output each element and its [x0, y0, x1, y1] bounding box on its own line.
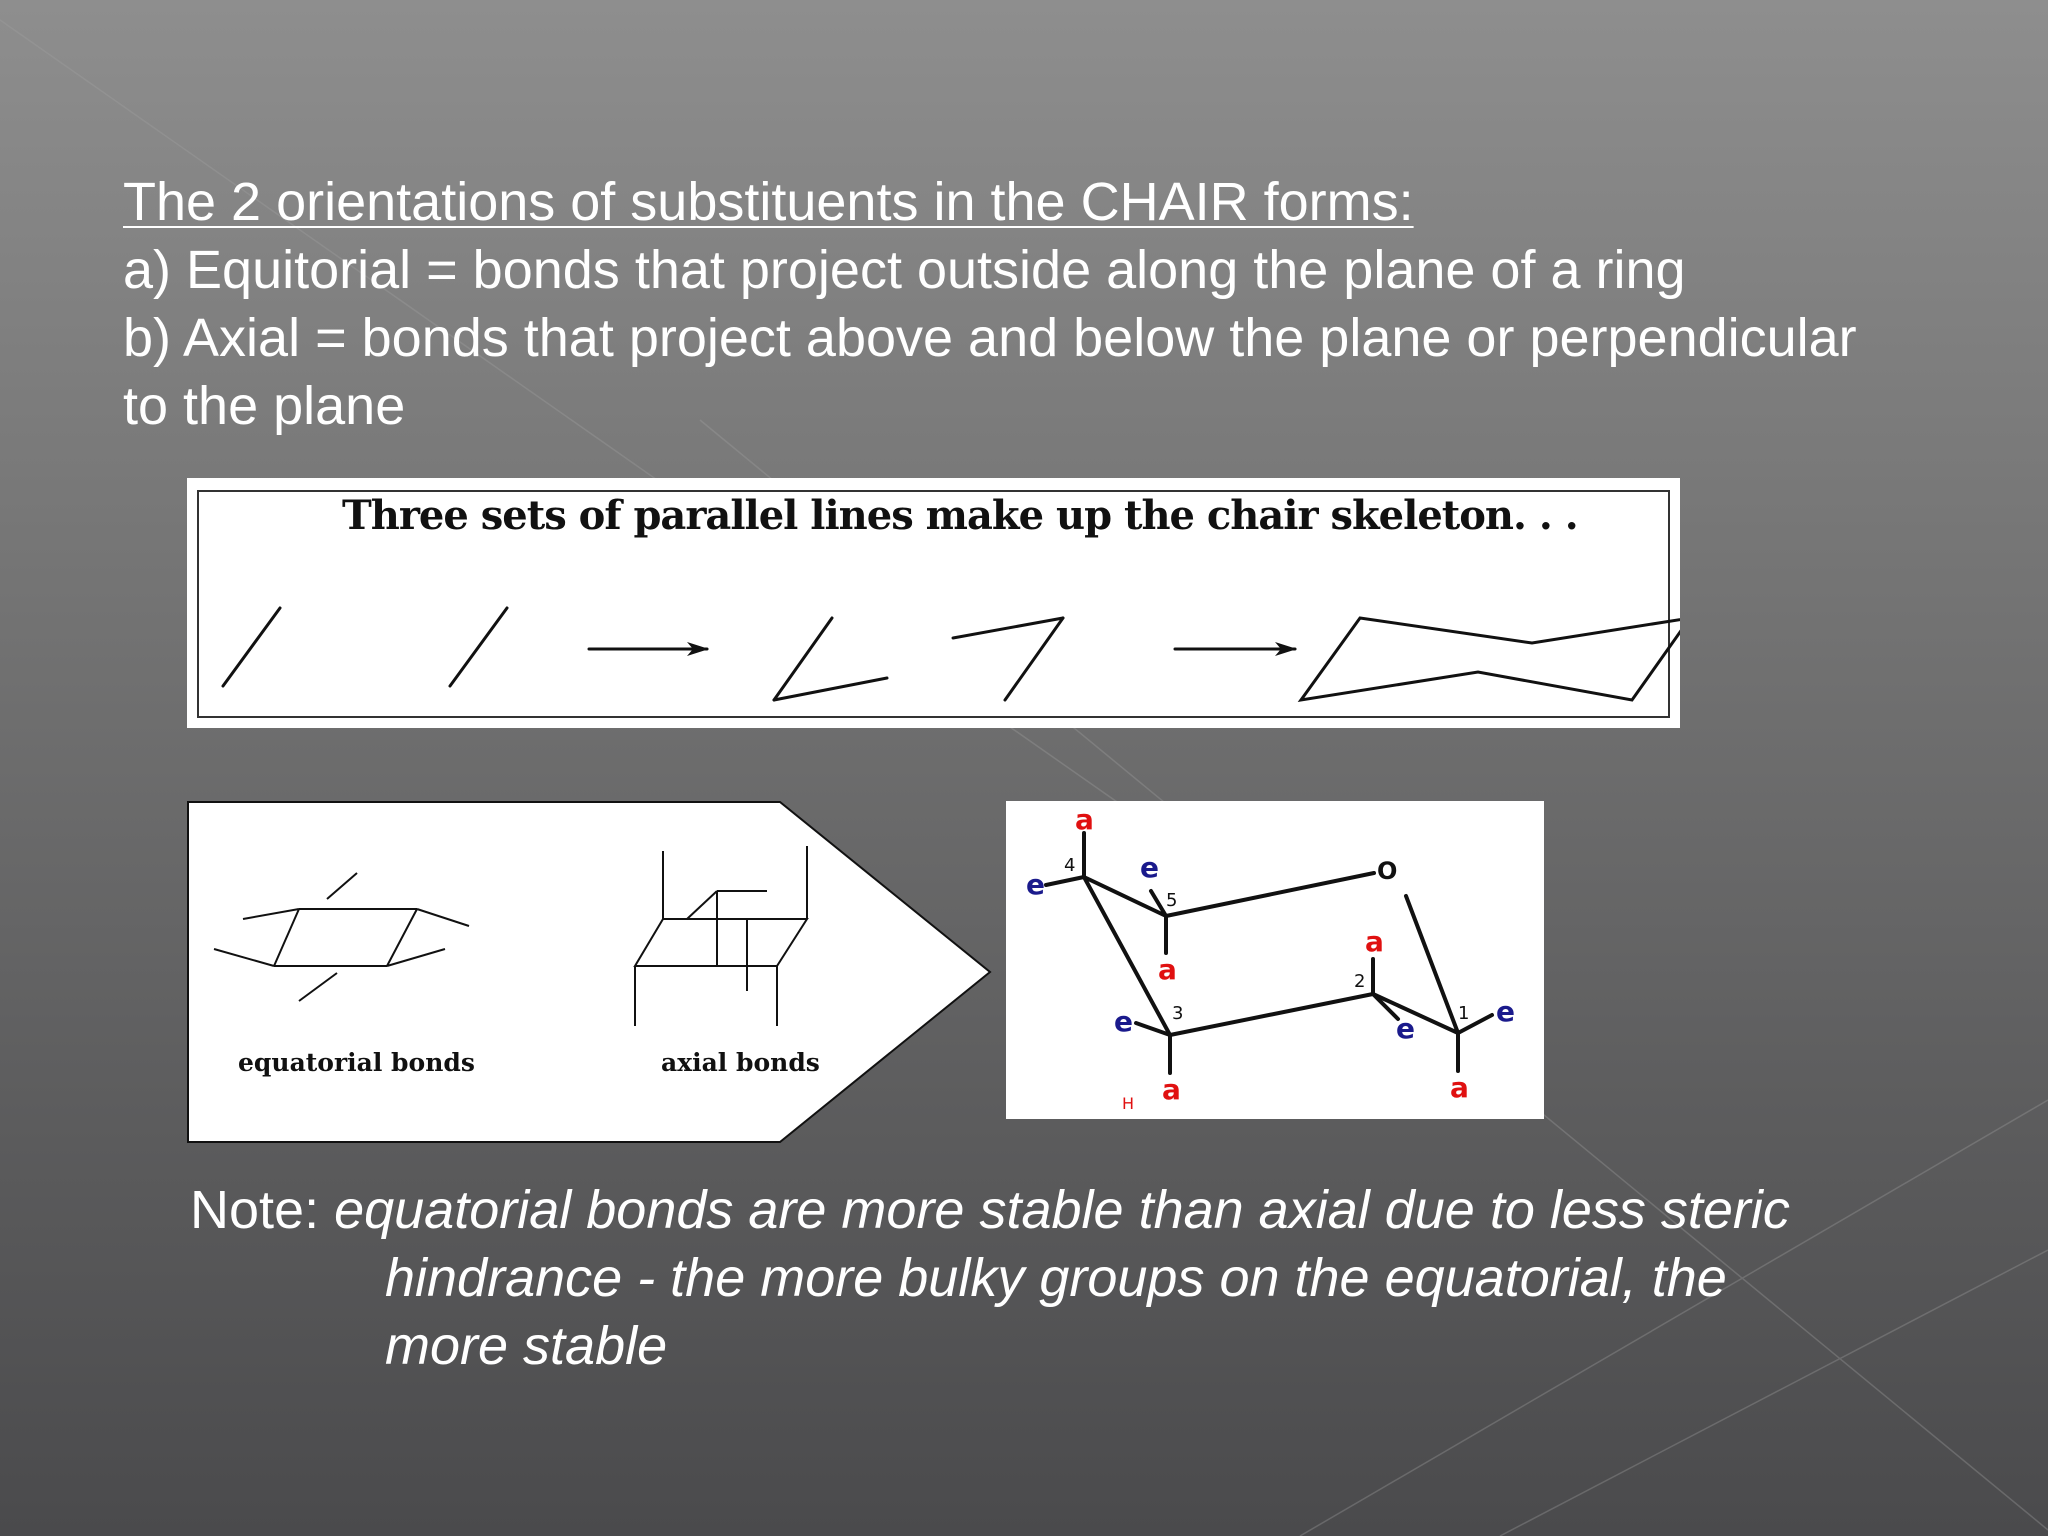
ring-oxygen-label: O	[1377, 857, 1398, 885]
equatorial-mark-1: e	[1496, 995, 1515, 1028]
note-prefix: Note:	[190, 1180, 335, 1240]
equatorial-mark-2: e	[1396, 1012, 1415, 1045]
note-text-line2: hindrance - the more bulky groups on the equatorial, the	[385, 1248, 1727, 1308]
labeled-chair-drawing	[1006, 801, 1544, 1119]
skeleton-drawing	[187, 478, 1680, 728]
panel-outline	[188, 802, 990, 1142]
parallel-line-1	[223, 608, 280, 686]
atom-number-4: 4	[1064, 855, 1076, 876]
note-text-line3: more stable	[385, 1316, 668, 1376]
axial-mark-2: a	[1365, 925, 1384, 958]
note-line-1	[190, 1180, 1790, 1240]
axial-definition-line1: b) Axial = bonds that project above and below the plane or perpendicular	[123, 308, 1857, 368]
hydrogen-label: H	[1122, 1094, 1135, 1113]
equatorial-mark-4: e	[1026, 868, 1045, 901]
equatorial-mark-3: e	[1114, 1005, 1133, 1038]
v-shape-bottom	[774, 678, 887, 700]
bond-types-figure	[187, 801, 993, 1144]
chair-skeleton-figure	[187, 478, 1680, 728]
parallel-line-2	[450, 608, 507, 686]
definitions-text	[123, 168, 1983, 440]
atom-number-5: 5	[1166, 890, 1178, 911]
axial-definition-line2: to the plane	[123, 376, 406, 436]
chair-skeleton	[1301, 618, 1680, 700]
axial-mark-4: a	[1075, 803, 1094, 836]
axial-mark-3: a	[1162, 1073, 1181, 1106]
figure-caption: Three sets of parallel lines make up the chair skeleton. . .	[342, 492, 1578, 539]
axial-mark-5: a	[1158, 953, 1177, 986]
slide-heading: The 2 orientations of substituents in the CHAIR forms:	[123, 172, 1414, 232]
v-shape-left	[774, 618, 832, 700]
axial-mark-1: a	[1450, 1071, 1469, 1104]
note-text-line1: equatorial bonds are more stable than axial due to less steric	[334, 1180, 1790, 1240]
z-shape-top	[953, 618, 1063, 638]
axial-bonds-label: axial bonds	[661, 1048, 820, 1077]
bond-types-drawing	[187, 801, 993, 1144]
atom-number-2: 2	[1354, 971, 1366, 992]
atom-number-3: 3	[1172, 1003, 1184, 1024]
bond-3-2	[1170, 994, 1373, 1035]
equatorial-bonds-label: equatorial bonds	[238, 1048, 475, 1077]
bond-5-o	[1166, 873, 1374, 916]
labeled-chair-figure	[1006, 801, 1544, 1119]
equatorial-bond-4	[1046, 877, 1084, 885]
equatorial-definition: a) Equitorial = bonds that project outside along the plane of a ring	[123, 240, 1686, 300]
z-shape-right	[1005, 618, 1063, 700]
atom-number-1: 1	[1458, 1003, 1470, 1024]
equatorial-mark-5: e	[1140, 851, 1159, 884]
stability-note	[190, 1176, 1990, 1380]
